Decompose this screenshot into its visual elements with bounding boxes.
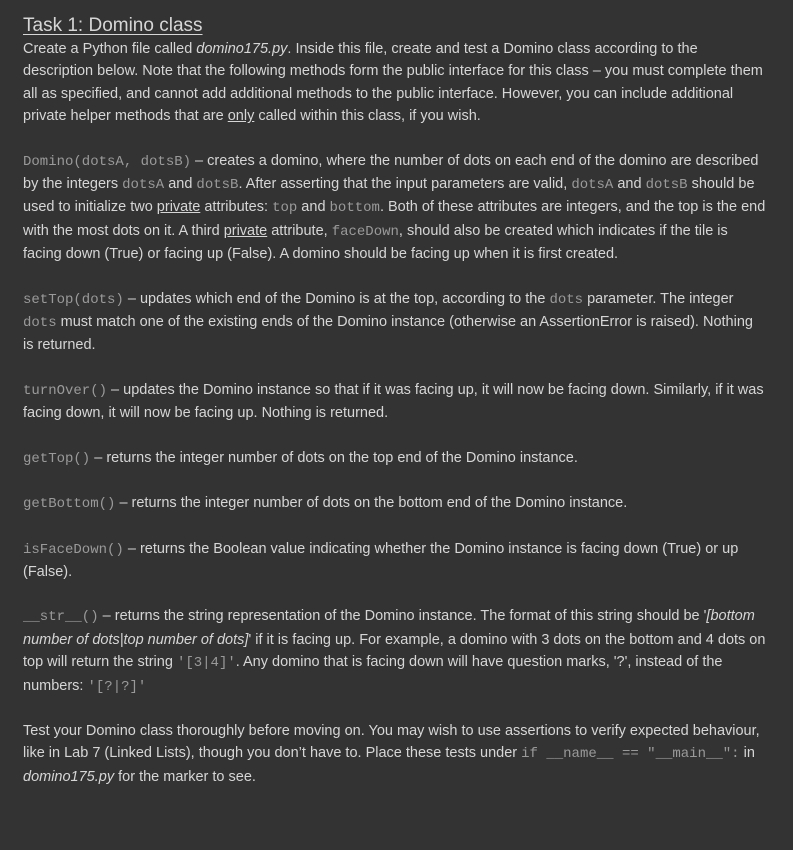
task-title: Task 1: Domino class	[23, 15, 203, 36]
getbottom-text: – returns the integer number of dots on the bottom end of the Domino instance.	[115, 495, 628, 512]
test-text: in	[739, 745, 755, 762]
code-top: top	[272, 200, 298, 217]
settop-text: parameter. The integer	[583, 290, 734, 307]
test-text: Test your Domino class thoroughly before moving on. You may wish to use assertions to verify expected behaviour, like in Lab 7 (Linked Lists), though you don’t have to. Place these tests under	[23, 722, 760, 762]
domino-text: attribute,	[267, 222, 332, 239]
code-dots: dots	[549, 291, 584, 308]
test-text: for the marker to see.	[114, 768, 256, 785]
intro-only-emphasis: only	[227, 108, 255, 125]
intro-text-3: called within this class, if you wish.	[254, 108, 481, 125]
code-example-down: '[?|?]'	[87, 678, 147, 695]
str-text: ' if it is facing up. For example, a domino with 3 dots on the bottom and 4 dots on top will return the string	[23, 631, 766, 671]
domino-text: – creates a domino, where the number of dots on each end of the domino are described by the integers	[23, 152, 759, 193]
str-signature: __str__()	[23, 609, 99, 626]
code-dotsA: dotsA	[571, 177, 614, 194]
test-filename: domino175.py	[23, 768, 115, 785]
code-dotsB: dotsB	[645, 177, 688, 194]
code-main-guard: if __name__ == "__main__":	[521, 746, 740, 763]
domino-text: and	[297, 199, 330, 216]
intro-text-2: . Inside this file, create and test a Domino class according to the description below. Note that the following methods form the public interface for this class – you must complete them all as specified, and cannot add additional methods to the public interface. However, you can include additional private helper methods that are	[23, 41, 763, 125]
gettop-text: – returns the integer number of dots on the top end of the Domino instance.	[90, 449, 578, 466]
domino-constructor-description	[23, 150, 767, 266]
str-description	[23, 605, 767, 698]
isfacedown-text: – returns the Boolean value indicating whether the Domino instance is facing down (True) or up (False).	[23, 540, 739, 580]
settop-text: must match one of the existing ends of the Domino instance (otherwise an AssertionError is raised). Nothing is returned.	[23, 314, 753, 354]
gettop-signature: getTop()	[23, 450, 91, 467]
domino-text: and	[613, 176, 646, 193]
str-text: . Any domino that is facing down will have question marks, '?', instead of the numbers:	[23, 654, 723, 694]
isfacedown-signature: isFaceDown()	[23, 541, 124, 558]
private-emphasis: private	[223, 222, 268, 239]
turnover-text: – updates the Domino instance so that if it was facing up, it will now be facing down. Similarly, if it was facing down, it will now be facing up. Nothing is returned.	[23, 381, 764, 422]
str-text: – returns the string representation of the Domino instance. The format of this string should be '	[98, 608, 707, 625]
code-example-up: '[3|4]'	[176, 655, 236, 672]
turnover-description	[23, 379, 767, 425]
intro-filename: domino175.py	[196, 41, 288, 57]
getbottom-description	[23, 492, 767, 515]
isfacedown-description	[23, 538, 767, 584]
private-emphasis: private	[156, 199, 201, 216]
domino-text: . Both of these attributes are integers, and the top is the end with the most dots on it. A third	[23, 199, 766, 239]
settop-description	[23, 288, 767, 357]
getbottom-signature: getBottom()	[23, 496, 116, 513]
intro-text-1: Create a Python file called	[23, 41, 197, 57]
settop-signature: setTop(dots)	[23, 291, 124, 308]
code-dots: dots	[23, 315, 57, 332]
code-facedown: faceDown	[331, 223, 399, 240]
settop-text: – updates which end of the Domino is at the top, according to the	[123, 290, 550, 307]
str-format: [bottom number of dots|top number of dots]	[23, 608, 755, 648]
intro-paragraph	[23, 38, 767, 128]
test-paragraph	[23, 720, 767, 788]
domino-text: should be used to initialize two	[23, 176, 755, 216]
domino-text: . After asserting that the input parameters are valid,	[238, 176, 572, 193]
domino-text: attributes:	[200, 199, 273, 216]
domino-text: , should also be created which indicates if the tile is facing down (True) or facing up (False). A domino should be facing up when it is first created.	[23, 222, 728, 263]
domino-text: and	[164, 176, 197, 193]
domino-signature: Domino(dotsA, dotsB)	[23, 153, 192, 170]
code-bottom: bottom	[329, 200, 380, 217]
code-dotsB: dotsB	[196, 177, 239, 194]
turnover-signature: turnOver()	[23, 382, 108, 399]
gettop-description	[23, 447, 767, 470]
code-dotsA: dotsA	[122, 177, 165, 194]
